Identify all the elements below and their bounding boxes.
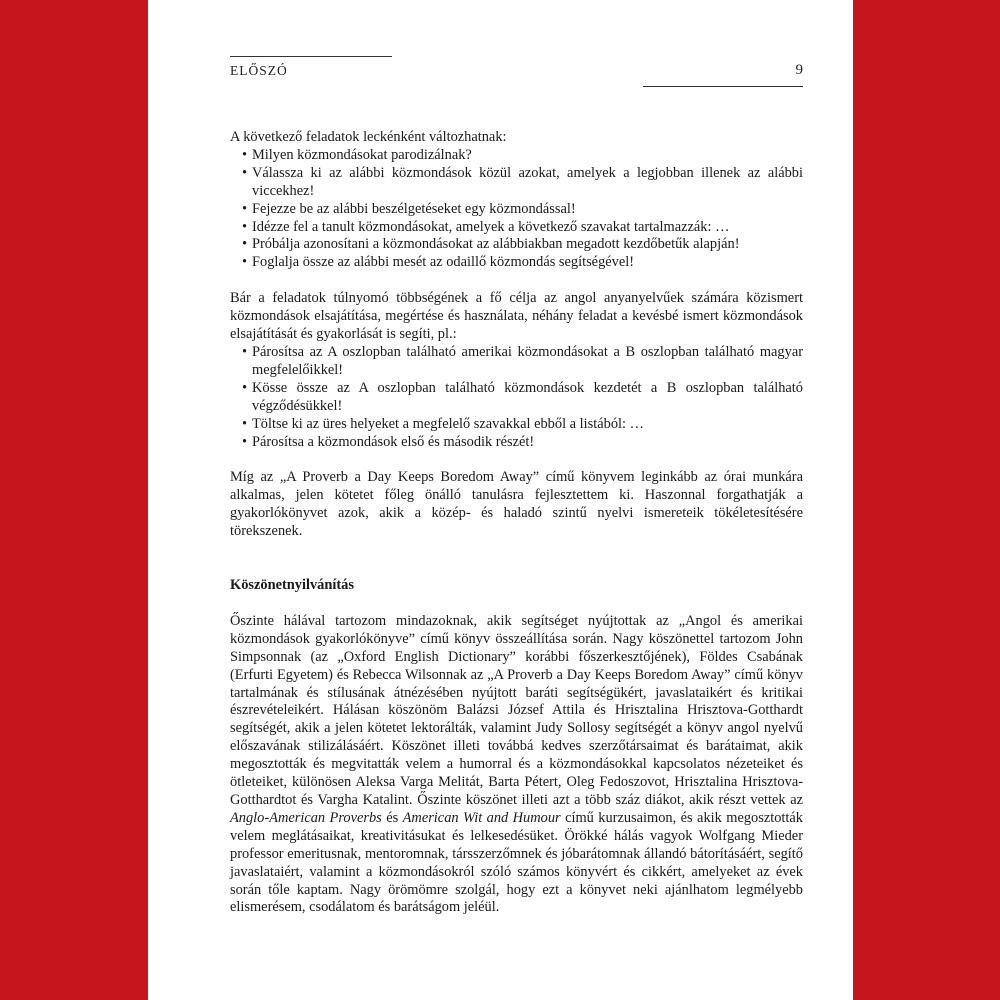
list-item: • Idézze fel a tanult közmondásokat, amelyek a következő szavakat tartalmazzák: … xyxy=(242,219,803,237)
spacer xyxy=(230,272,803,290)
page-body xyxy=(230,129,803,917)
list-item: • Foglalja össze az alábbi mesét az odaillő közmondás segítségével! xyxy=(242,254,803,272)
tasks-list xyxy=(230,147,803,272)
list-item: • Kösse össze az A oszlopban található közmondások kezdetét a B oszlopban található végződésükkel! xyxy=(242,380,803,416)
practice-list xyxy=(230,344,803,451)
header-rule-left xyxy=(230,56,392,57)
header-rule-right xyxy=(643,86,803,87)
course-title: American Wit and Humour xyxy=(402,809,561,826)
tasks-intro: A következő feladatok leckénként változhatnak: xyxy=(230,129,507,145)
list-item: • Párosítsa az A oszlopban található amerikai közmondásokat a B oszlopban található magyar megfelelőikkel! xyxy=(242,344,803,380)
list-item: • Töltse ki az üres helyeket a megfelelő szavakkal ebből a listából: … xyxy=(242,416,803,434)
list-item: • Fejezze be az alábbi beszélgetéseket egy közmondással! xyxy=(242,201,803,219)
list-item: • Próbálja azonosítani a közmondásokat az alábbiakban megadott kezdőbetűk alapján! xyxy=(242,236,803,254)
book-page xyxy=(148,0,853,1000)
ack-text-part: és xyxy=(381,809,403,826)
closing-paragraph: Míg az „A Proverb a Day Keeps Boredom Away” című könyvem leginkább az órai munkára alkalmas, jelen kötetet főleg önálló tanulásra fejlesztettem ki. Haszonnal forgathatják a gyakorlókönyvet azok, akik a közép- és haladó szintű nyelvi ismereteik tökéletesítésére törekszenek. xyxy=(230,469,803,540)
spacer xyxy=(230,451,803,469)
section-heading: Köszönetnyilvánítás xyxy=(230,577,354,594)
page-number: 9 xyxy=(795,62,803,78)
acknowledgements-paragraph xyxy=(230,613,803,917)
practice-intro: Bár a feladatok túlnyomó többségének a fő célja az angol anyanyelvűek számára közismert közmondások elsajátítása, megértése és használata, néhány feladat a kevésbé ismert közmondások elsajátítását és gyakorlását is segíti, pl.: xyxy=(230,290,803,343)
spacer xyxy=(230,541,803,577)
ack-text-part: című kurzusaimon, és akik megosztották velem meglátásaikat, kreativitásukat és lelkesedésüket. Örökké hálás vagyok Wolfgang Mieder professor emeritusnak, mentoromnak, társszerzőmnek és jóbarátomnak állandó bátorításáért, segítő javaslataiért, valamint a közmondásokról szóló számos könyvért és cikkért, amelyeket az évek során tőle kaptam. Nagy örömömre szolgál, hogy ezt a könyvet neki ajánlhatom legmélyebb elismerésem, csodálatom és barátságom jeléül. xyxy=(230,809,803,916)
running-head: ELŐSZÓ xyxy=(230,63,288,78)
spacer xyxy=(230,595,803,613)
ack-text-part: Őszinte hálával tartozom mindazoknak, akik segítséget nyújtottak az „Angol és amerikai közmondások gyakorlókönyve” című könyv összeállítása során. Nagy köszönettel tartozom John Simpsonnak (az „Oxford English Dictionary” korábbi főszerkesztőjének), Földes Csabának (Erfurti Egyetem) és Rebecca Wilsonnak az „A Proverb a Day Keeps Boredom Away” című könyv tartalmának és stílusának átnézésében nyújtott baráti segítségükért, javaslataikért és kritikai észrevételeikért. Hálásan köszönöm Balázsi József Attila és Hrisztalina Hrisztova-Gotthardt segítségét, akik a jelen kötetet lektorálták, valamint Judy Sollosy segítségét a könyv angol nyelvű előszavának stilizálásáért. Köszönet illeti továbbá kedves szerzőtársaimat és barátaimat, akik megosztották és megvitatták velem a humorral és a közmondásokkal kapcsolatos nézeteiket és ötleteiket, különösen Aleksa Varga Melitát, Barta Pétert, Oleg Fedoszovot, Hrisztalina Hrisztova-Gotthardtot és Vargha Katalint. Őszinte köszönet illeti azt a több száz diákot, akik részt vettek az xyxy=(230,612,803,808)
list-item: • Milyen közmondásokat parodizálnak? xyxy=(242,147,803,165)
course-title: Anglo-American Proverbs xyxy=(230,809,382,826)
list-item: • Válassza ki az alábbi közmondások közül azokat, amelyek a legjobban illenek az alábbi viccekhez! xyxy=(242,165,803,201)
list-item: • Párosítsa a közmondások első és második részét! xyxy=(242,434,803,452)
